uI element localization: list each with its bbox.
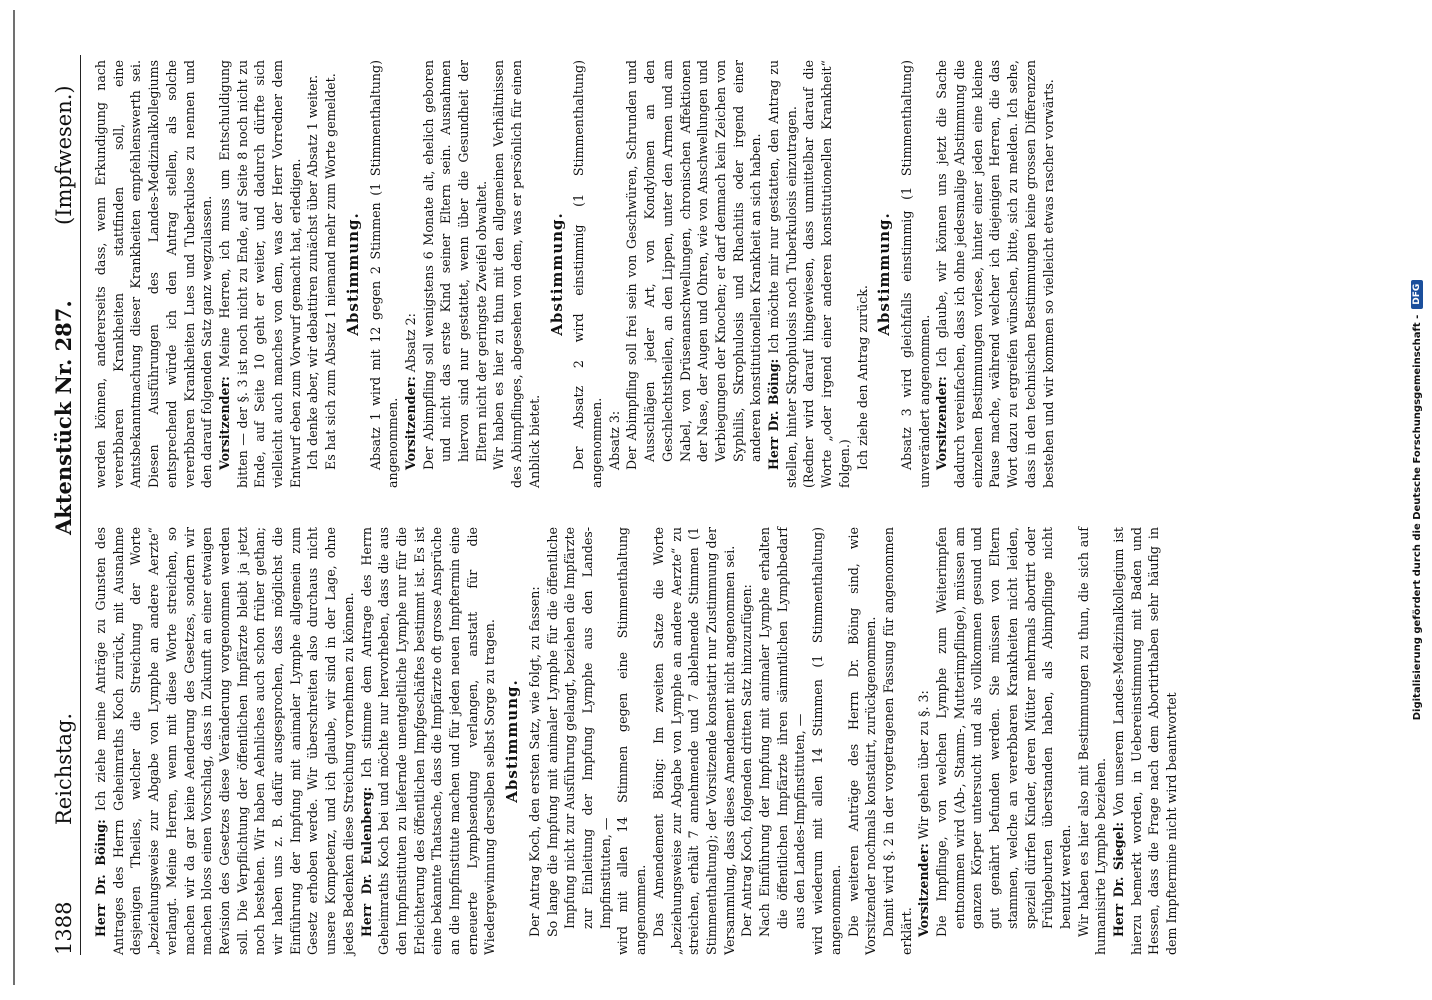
page-number: 1388 <box>52 901 76 955</box>
paragraph-text: Absatz 3: <box>606 410 622 470</box>
paragraph-text: Abstimmung. <box>343 212 362 336</box>
text-paragraph <box>304 60 322 488</box>
text-paragraph <box>1075 527 1110 955</box>
text-paragraph <box>570 60 605 488</box>
section-heading <box>549 60 567 488</box>
running-head-right: (Impfwesen.) <box>52 85 76 225</box>
speaker-paragraph <box>92 527 358 955</box>
paragraph-text: Das Amendement Böing: Im zweiten Satze die Worte „beziehungsweise zur Abgabe von Lymphe an andere Aerzte“ zu streichen, erhält 7 annehmende und 7 ablehnende Stimmen (1 Stimmenthaltung); der Vorsitzende konstatirt nur Zustimmung der Versammlung, dass dieses Amendement nicht angenommen sei. <box>650 527 737 955</box>
speaker-name: Vorsitzender: <box>934 376 950 470</box>
text-paragraph <box>809 527 844 955</box>
text-paragraph <box>623 60 765 488</box>
speaker-name: Herr Dr. Siegel: <box>1111 821 1127 937</box>
paragraph-text: Wir haben es hier zu thun mit den allgemeinen Verhältnissen des Abimpflinges, abgesehen von dem, was er persönlich für einen Anblick bietet. <box>491 60 542 488</box>
paragraph-text: Absatz 1 wird mit 12 gegen 2 Stimmen (1 Stimmenthaltung) angenommen. <box>367 60 401 488</box>
text-paragraph <box>322 60 340 488</box>
paragraph-text: Abstimmung. <box>875 212 894 336</box>
paragraph-text: werden können, andererseits dass, wenn Erkundigung nach vererbbaren Krankheiten stattfinden soll, eine Amtsbekanntmachung dieser Krankheiten empfehlenswerth sei. Diesen Ausführungen des Landes-Medizinalkollegiums entsprechend würde ich den Antrag stellen, als solche vererbbaren Krankheiten Lues und Tuberkulose zu nennen und den darauf folgenden Satz ganz wegzulassen. <box>93 60 215 488</box>
paragraph-text: Meine Herren, ich muss um Entschuldigung bitten — der §. 3 ist noch nicht zu Ende, auf Seite 8 noch nicht zu Ende, auf Seite 10 geht er weiter, und dadurch dürfte sich vielleicht auch manches von dem, was der Herr Vorredner dem Entwurf eben zum Vorwurf gemacht hat, erledigen. <box>216 60 303 488</box>
speaker-paragraph <box>933 60 1057 488</box>
speaker-name: Vorsitzender: <box>216 376 232 470</box>
text-paragraph <box>92 60 216 488</box>
text-paragraph <box>933 527 1075 955</box>
text-paragraph <box>756 527 809 955</box>
paragraph-text: Absatz 3 wird gleichfalls einstimmig (1 Stimmenthaltung) unverändert angenommen. <box>898 60 932 488</box>
paragraph-text: Nach Einführung der Impfung mit animaler Lymphe erhalten die öffentlichen Impfärzte ihren sämmtlichen Lymphbedarf aus den Landes-Impfinstituten, — <box>757 527 808 937</box>
paragraph-text: Ich ziehe meine Anträge zu Gunsten des Antrages des Herrn Geheimraths Koch zurück, mit Ausnahme desjenigen Theiles, welcher die Streichung der Worte „beziehungsweise zur Abgabe von Lymphe an andere Aerzte“ verlangt. Meine Herren, wenn mit diese Worte streichen, so machen wir da gar keine Aenderung des Gesetzes, sondern wir machen bloss einen Vorschlag, dass in Zukunft an einer etwaigen Revision des Gesetzes diese Veränderung vorgenommen werden soll. Die Verpflichtung der öffentlichen Impfärzte bleibt ja jetzt noch bestehen. Wir haben Aehnliches auch schon früher gethan; wir haben uns z. B. dafür ausgesprochen, dass möglichst die Einführung der Impfung mit animaler Lymphe allgemein zum Gesetz erhoben werde. Wir überschreiten also durchaus nicht unsere Kompetenz, und ich glaube, wir sind in der Lage, ohne jedes Bedenken diese Streichung vornehmen zu können. <box>93 527 356 955</box>
text-paragraph <box>650 527 739 955</box>
paragraph-text: wird mit allen 14 Stimmen gegen eine Stimmenthaltung angenommen. <box>615 527 649 955</box>
text-paragraph <box>614 527 649 955</box>
paragraph-text: Abstimmung. <box>503 679 522 803</box>
text-paragraph <box>367 60 402 488</box>
digitization-credit <box>1405 0 1429 1000</box>
speaker-name: Herr Dr. Böing: <box>766 358 782 470</box>
paragraph-text: Ich möchte mir nur gestatten, den Antrag zu stellen, hinter Skrophulosis noch Tuberkulosis einzutragen. <box>766 60 799 488</box>
text-paragraph <box>880 527 915 955</box>
right-text-column <box>92 60 1057 488</box>
text-paragraph <box>898 60 933 488</box>
paragraph-text: (Redner wird darauf hingewiesen, dass unmittelbar darauf die Worte „oder irgend einer anderen konstitutionellen Krankheit“ folgen.) <box>801 60 852 488</box>
speaker-paragraph <box>216 60 305 488</box>
paragraph-text: Absatz 2: <box>402 313 418 373</box>
dfg-logo: DFG <box>1411 280 1423 309</box>
speaker-name: Vorsitzender: <box>402 376 418 470</box>
paragraph-text: Es hat sich zum Absatz 1 niemand mehr zum Worte gemeldet. <box>323 73 339 470</box>
text-paragraph <box>544 527 615 955</box>
speaker-paragraph <box>1110 527 1181 955</box>
speaker-paragraph <box>358 527 500 955</box>
speaker-name: Herr Dr. Böing: <box>93 819 108 937</box>
speaker-name: Vorsitzender: <box>916 843 932 937</box>
text-paragraph <box>526 527 544 955</box>
text-paragraph <box>606 60 624 488</box>
paragraph-text: Die weiteren Anträge des Herrn Dr. Böing sind, wie Vorsitzender nochmals konstatirt, zurückgenommen. <box>845 527 879 955</box>
text-paragraph <box>490 60 543 488</box>
paragraph-text: Abstimmung. <box>547 212 566 336</box>
running-head-center: Aktenstück Nr. 287. <box>51 300 76 535</box>
paragraph-text: Der Absatz 2 wird einstimmig (1 Stimmenthaltung) angenommen. <box>571 60 604 488</box>
text-paragraph <box>420 60 491 488</box>
text-paragraph <box>854 60 872 488</box>
running-head-left: Reichstag. <box>52 712 76 825</box>
paragraph-text: Wir gehen über zu §. 3: <box>916 690 932 840</box>
paragraph-text: Wir haben es hier also mit Bestimmungen zu thun, die sich auf humanisirte Lymphe beziehen. <box>1075 527 1109 955</box>
speaker-name: Herr Dr. Eulenberg: <box>358 786 374 937</box>
paragraph-text: Der Antrag Koch, folgenden dritten Satz hinzuzufügen: <box>739 584 755 937</box>
credit-text: Digitalisierung gefördert durch die Deutsche Forschungsgemeinschaft - <box>1411 314 1423 721</box>
scan-edge-line <box>0 0 22 1000</box>
paragraph-text: So lange die Impfung mit animaler Lymphe für die öffentliche Impfung nicht zur Ausführung gelangt, beziehen die Impfärzte zur Einleitung der Impfung Lymphe aus den Landes-Impfinstituten, — <box>544 527 613 937</box>
text-paragraph <box>845 527 880 955</box>
paragraph-text: Ich stimme dem Antrage des Herrn Geheimraths Koch bei und möchte nur hervorheben, dass die aus den Impfinstituten zu liefernde unentgeltliche Lymphe nur für die Erleichterung des öffentlichen Impfgeschäftes bestimmt ist. Es ist eine bekannte Thatsache, dass die Impfärzte oft grosse Ansprüche an die Impfinstitute machen und für jeden neuen Impftermin eine erneuerte Lymphsendung verlangen, anstatt für die Wiedergewinnung derselben selbst Sorge zu tragen. <box>358 527 498 955</box>
paragraph-text: Der Abimpfling soll frei sein von Geschwüren, Schrunden und Ausschlägen jeder Art, von Kondylomen an den Geschlechtstheilen, an den Lippen, unter den Armen und am Nabel, von Drüsenanschwellungen, chronischen Affektionen der Nase, der Augen und Ohren, wie von Anschwellungen und Verbiegungen der Knochen; er darf demnach kein Zeichen von Syphilis, Skrophulosis und Rhachitis oder irgend einer anderen konstitutionellen Krankheit an sich haben. <box>624 60 764 470</box>
section-heading <box>876 60 894 488</box>
section-heading <box>504 527 522 955</box>
paragraph-text: Ich denke aber, wir debattiren zunächst über Absatz 1 weiter. <box>305 74 321 470</box>
paragraph-text: Damit wird §. 2 in der vorgetragenen Fassung für angenommen erklärt. <box>880 527 914 955</box>
text-paragraph <box>800 60 853 488</box>
paragraph-text: Von unserem Landes-Medizinalkollegium ist hierzu bemerkt worden, in Uebereinstimmung mit Baden und Hessen, dass die Frage nach dem Abortirthaben sehr häufig in dem Impftermine nicht wird beantwortet <box>1111 527 1180 955</box>
text-paragraph <box>738 527 756 955</box>
speaker-paragraph <box>765 60 800 488</box>
paragraph-text: Ich glaube, wir können uns jetzt die Sache dadurch vereinfachen, dass ich ohne jedesmalige Abstimmung die einzelnen Bestimmungen vorlese, hinter einer jeden eine kleine Pause mache, während welcher ich diejenigen Herren, die das Wort dazu zu ergreifen wünschen, bitte, sich zu melden. Ich sehe, dass in den technischen Bestimmungen keine grossen Differenzen bestehen und wir kommen so vielleicht etwas rascher vorwärts. <box>934 60 1056 488</box>
section-heading <box>345 60 363 488</box>
paragraph-text: Der Antrag Koch, den ersten Satz, wie folgt, zu fassen: <box>526 586 542 937</box>
paragraph-text: wird wiederum mit allen 14 Stimmen (1 Stimmenthaltung) angenommen. <box>810 527 843 955</box>
paragraph-text: Der Abimpfling soll wenigstens 6 Monate alt, ehelich geboren und nicht das erste Kind seiner Eltern sein. Ausnahmen hiervon sind nur gestattet, wenn über die Gesundheit der Eltern nicht der geringste Zweifel obwaltet. <box>420 60 489 470</box>
speaker-paragraph <box>915 527 933 955</box>
paragraph-text: Ich ziehe den Antrag zurück. <box>854 285 870 470</box>
left-text-column <box>92 527 1181 955</box>
speaker-paragraph <box>402 60 420 488</box>
running-head <box>40 55 81 955</box>
paragraph-text: Die Impflinge, von welchen Lymphe zum Weiterimpfen entnommen wird (Ab-, Stamm-, Mutterimpflinge), müssen am ganzen Körper untersucht und als vollkommen gesund und gut genährt befunden werden. Sie müssen von Eltern stammen, welche an vererbbaren Krankheiten nicht leiden, speziell dürfen Kinder, deren Mütter mehrmals abortirt oder Frühgeburten überstanden haben, als Abimpflinge nicht benutzt werden. <box>934 527 1073 937</box>
